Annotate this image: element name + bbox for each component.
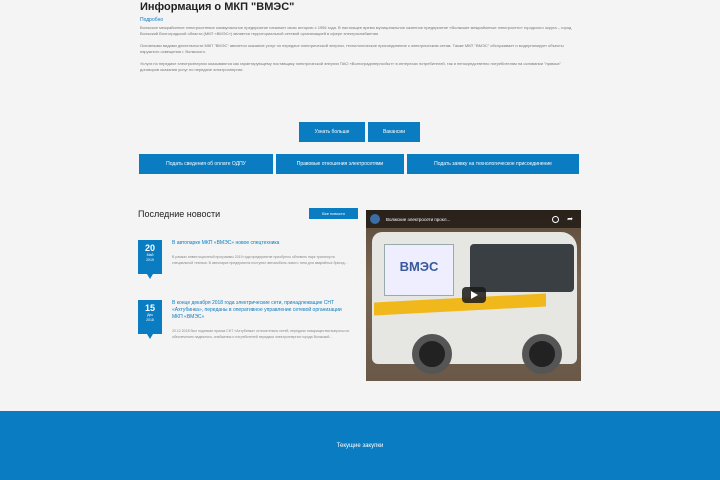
legal-relations-button[interactable]: Правовые отношения электросетями [276,154,404,174]
wheel [412,334,452,374]
van-window [470,244,574,292]
footer [0,411,720,480]
all-news-button[interactable]: Все новости [309,208,358,219]
video-player[interactable] [366,210,581,381]
current-purchases-link[interactable]: Текущие закупки [336,442,384,449]
news-item [138,240,352,274]
date-badge [138,300,162,334]
channel-avatar-icon[interactable] [370,214,380,224]
info-title: Информация о МКП "ВМЭС" [140,1,295,13]
wheel [522,334,562,374]
submit-odpu-button[interactable]: Подать сведения об оплате ОДПУ [139,154,273,174]
news-heading: Последние новости [138,208,221,219]
info-buttons [299,122,420,142]
news-body [172,300,352,340]
news-title-link[interactable]: В конце декабря 2018 года электрические сети, принадлежащие СНТ «Ахтубинка», переданы в оперативное управление сетевой организации МКП «ВМЭС» [172,300,342,320]
info-paragraph-3: Услуги по передаче электроэнергии оказываются как гарантирующему поставщику электрической энергии ПАО «Волгоградэнергосбыт» в интересах потребителей, так и непосредственно потребителям на основании "прямых" договоров оказания услуг по передаче электроэнергии. [140,61,562,72]
date-year: 2018 [146,318,154,322]
date-year: 2019 [146,258,154,262]
video-title-bar [366,210,581,228]
news-item [138,300,352,340]
news-header [138,208,358,219]
service-buttons [139,154,579,174]
news-excerpt: В рамках инвестиционной программы 2019 года предприятие приобрело обновить парк транспорта специальной техники. В автопарке предприятия поступил автомобиль нового типа для аварийных бригад... [172,255,348,265]
date-day: 15 [144,303,155,313]
share-icon[interactable]: ➦ [567,216,573,223]
date-month: Май [146,253,154,257]
date-badge [138,240,162,274]
date-day: 20 [144,243,155,253]
van-logo [384,244,454,296]
news-title-link[interactable]: В автопарке МКП «ВМЭС» новое спецтехника [172,240,280,246]
play-button[interactable] [462,287,486,303]
info-details-link[interactable]: Подробно [140,17,164,23]
news-body [172,240,352,274]
van-stripe [374,293,546,315]
news-excerpt: 20.12.2018 был подписан приказ СНТ «Ахтубинка» относительно сетей, передачи товарищества вопросы по обеспечению надежного, снабжения и потребителей передачи электроэнергии города Волжский... [172,329,350,339]
info-section [140,0,580,73]
date-month: Дек [147,313,153,317]
info-paragraph-2: Основными видами деятельности МКП "ВМЭС" является оказание услуг по передаче электрической энергии, технологическое присоединение к электрическим сетям. Также МКП "ВМЭС" обслуживает и модернизирует объекты наружного освещения г. Волжского. [140,43,564,54]
watch-later-icon[interactable] [552,216,559,223]
vacancies-button[interactable]: Вакансии [368,122,420,142]
news-section [138,208,358,339]
van-logo-text: ВМЭС [399,259,439,274]
info-paragraph-1: Волжское межрайонное электросетевое коммунальное предприятие начинает свою историю с 1956 года. В настоящее время муниципальное казенное предприятие «Волжские межрайонные электросети» городского округа – город Волжский Волгоградской области (МКП «ВМЭС») является территориальной сетевой организацией в сфере электроснабжения [140,25,572,36]
learn-more-button[interactable]: Узнать больше [299,122,365,142]
video-title[interactable]: Волжские электросети прокл... [386,216,451,222]
connection-request-button[interactable]: Подать заявку на технологическое присоединение [407,154,579,174]
